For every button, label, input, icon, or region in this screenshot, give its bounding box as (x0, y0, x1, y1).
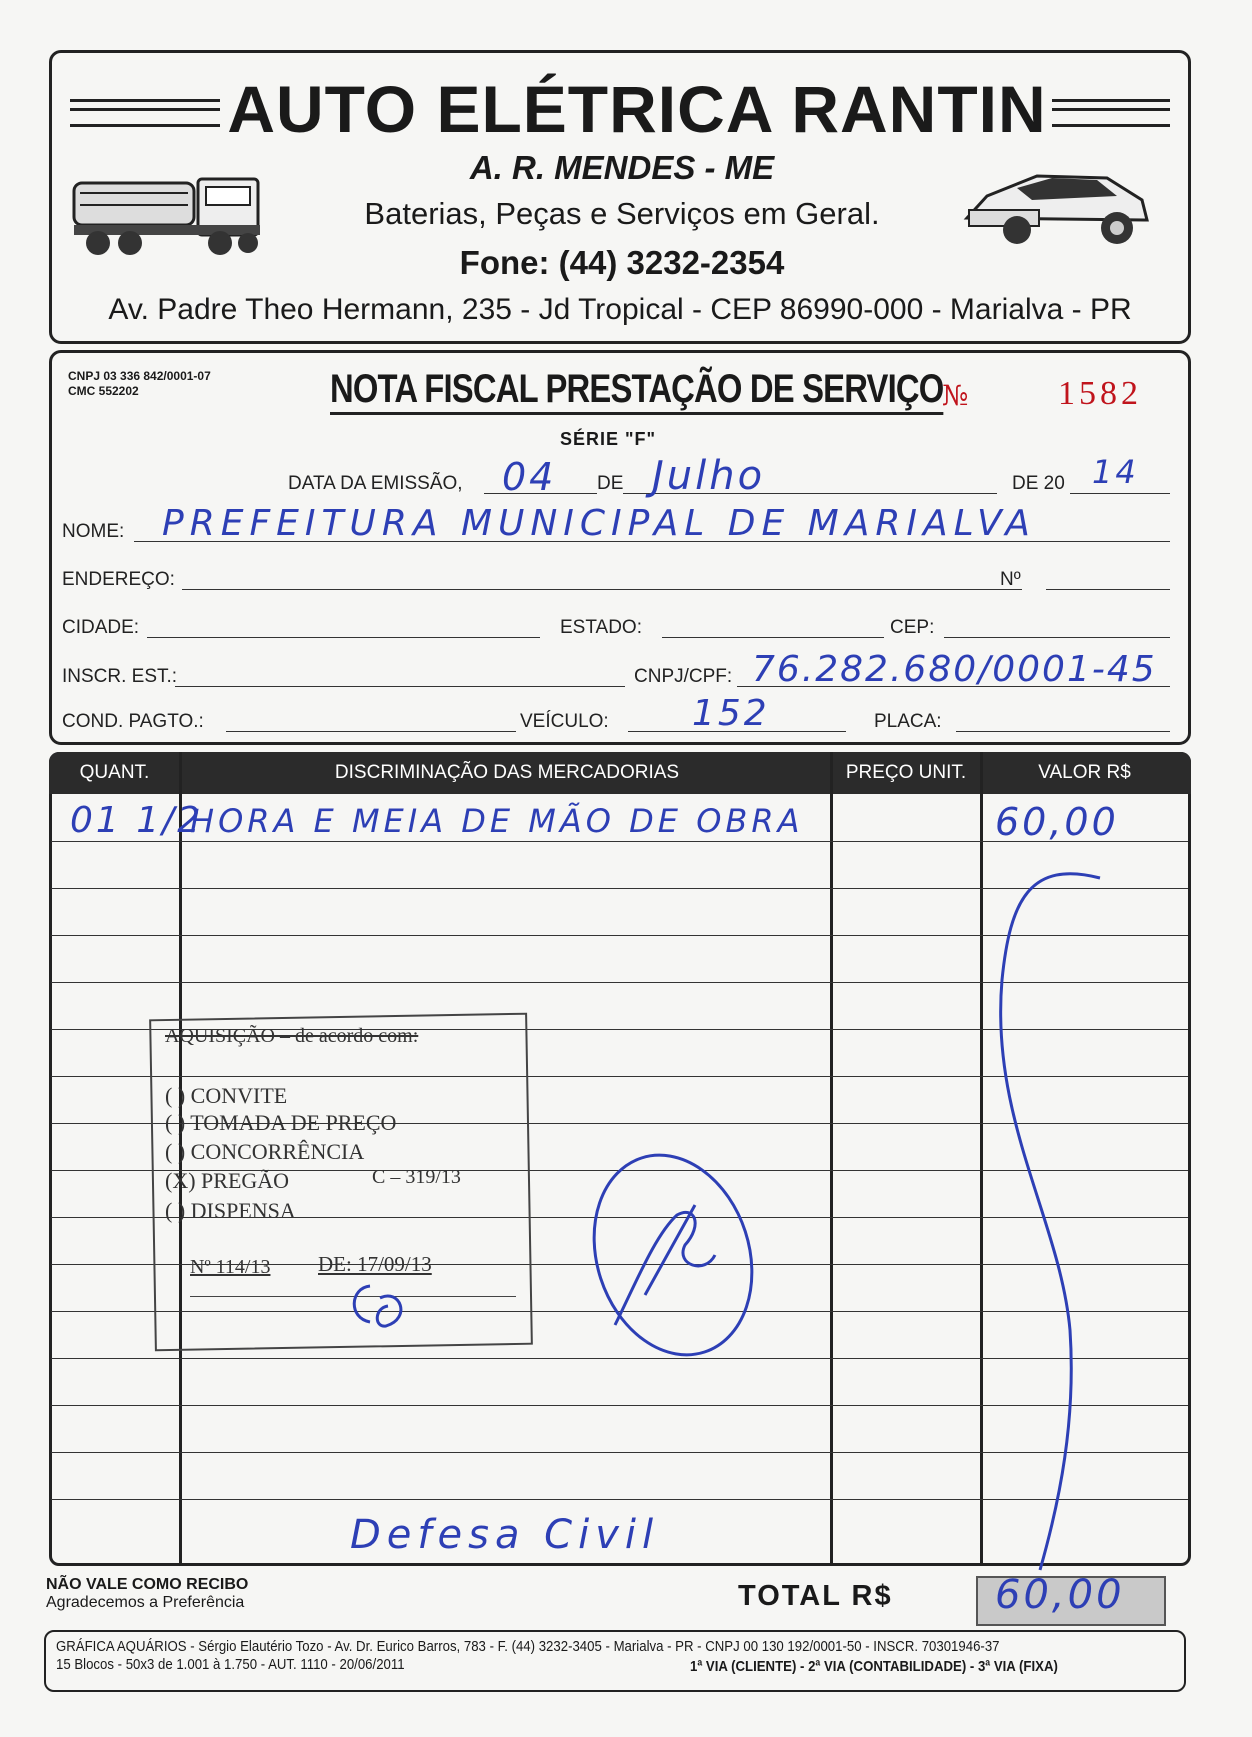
date-year-value: 14 (1092, 453, 1139, 491)
printer-line-1: GRÁFICA AQUÁRIOS - Sérgio Elautério Tozo - Av. Dr. Eurico Barros, 783 - F. (44) 3232-3405 - Marialva - PR - CNPJ 00 130 192/0001-50 - INSCR. 70301946-37 (56, 1638, 1000, 1655)
nome-value: PREFEITURA MUNICIPAL DE MARIALVA (162, 503, 1036, 544)
row-1-value: 60,00 (995, 800, 1119, 844)
veiculo-label: VEÍCULO: (520, 711, 609, 732)
handwritten-note: Defesa Civil (350, 1512, 660, 1558)
stamp-data: DE: 17/09/13 (318, 1252, 432, 1276)
invoice-number-label: № (942, 379, 969, 412)
thanks-notice: Agradecemos a Preferência (46, 1594, 245, 1611)
stamp-option-convite: ( ) CONVITE (165, 1083, 288, 1108)
de-label: DE (597, 473, 624, 494)
date-year-field[interactable] (1070, 493, 1170, 494)
year-label: DE 20 (1012, 473, 1065, 494)
total-value: 60,00 (995, 1572, 1125, 1618)
row-1-desc: HORA E MEIA DE MÃO DE OBRA (190, 802, 804, 840)
placa-label: PLACA: (874, 711, 942, 732)
endereco-label: ENDEREÇO: (62, 569, 175, 590)
address: Av. Padre Theo Hermann, 235 - Jd Tropical - CEP 86990-000 - Marialva - PR (108, 293, 1132, 326)
header-unit-price: PREÇO UNIT. (845, 762, 967, 783)
cidade-field[interactable] (147, 637, 540, 638)
row-1-quant: 01 1/2 (70, 800, 204, 841)
initials-signature (340, 1278, 420, 1334)
cidade-label: CIDADE: (62, 617, 140, 638)
not-receipt-notice: NÃO VALE COMO RECIBO (46, 1576, 249, 1593)
numero-field[interactable] (1046, 589, 1170, 590)
company-header (49, 50, 1191, 344)
header-value: VALOR R$ (1038, 762, 1131, 783)
cond-pagto-label: COND. PAGTO.: (62, 711, 204, 732)
estado-field[interactable] (662, 637, 884, 638)
printer-line-2: 15 Blocos - 50x3 de 1.001 à 1.750 - AUT. 1110 - 20/06/2011 (56, 1656, 405, 1673)
cnpjcpf-label: CNPJ/CPF: (634, 666, 733, 687)
cnpj-issuer: CNPJ 03 336 842/0001-07 (68, 369, 211, 383)
stamp-option-dispensa: ( ) DISPENSA (165, 1198, 296, 1223)
invoice-form (49, 350, 1191, 745)
copies-note: 1ª VIA (CLIENTE) - 2ª VIA (CONTABILIDADE) - 3ª VIA (FIXA) (690, 1658, 1058, 1675)
cnpjcpf-value: 76.282.680/0001-45 (752, 649, 1157, 690)
cep-field[interactable] (944, 637, 1170, 638)
truck-icon (70, 163, 270, 258)
cmc-issuer: CMC 552202 (68, 384, 139, 398)
col-sep-3 (980, 752, 983, 1563)
date-label: DATA DA EMISSÃO, (288, 473, 463, 494)
stamp-heading: AQUISIÇÃO – de acordo com: (165, 1025, 419, 1047)
stamp-option-concorrencia: ( ) CONCORRÊNCIA (165, 1139, 365, 1164)
endereco-field[interactable] (182, 589, 1022, 590)
inscr-est-label: INSCR. EST.: (62, 666, 178, 687)
title-stripes-left (70, 99, 220, 127)
cond-pagto-field[interactable] (226, 731, 516, 732)
cep-label: CEP: (890, 617, 935, 638)
car-icon (957, 148, 1157, 258)
estado-label: ESTADO: (560, 617, 642, 638)
header-desc: DISCRIMINAÇÃO DAS MERCADORIAS (334, 762, 680, 783)
oval-signature (585, 1145, 760, 1370)
date-month-value: Julho (652, 453, 766, 499)
col-sep-2 (830, 752, 833, 1563)
company-name: AUTO ELÉTRICA RANTIN (227, 72, 1047, 146)
placa-field[interactable] (956, 731, 1170, 732)
inscr-est-field[interactable] (175, 686, 625, 687)
total-label: TOTAL R$ (738, 1580, 893, 1612)
stamp-option-tomada: ( ) TOMADA DE PREÇO (165, 1110, 397, 1135)
owner-name: A. R. MENDES - ME (469, 149, 775, 186)
stamp-pregao-ref: C – 319/13 (372, 1166, 461, 1188)
date-day-value: 04 (502, 455, 557, 499)
nome-label: NOME: (62, 521, 125, 542)
veiculo-value: 152 (692, 693, 770, 734)
header-quant: QUANT. (79, 762, 150, 783)
stamp-numero: Nº 114/13 (190, 1256, 271, 1278)
invoice-serie: SÉRIE "F" (560, 429, 657, 449)
invoice-title: NOTA FISCAL PRESTAÇÃO DE SERVIÇO (330, 367, 943, 415)
title-stripes-right (1052, 99, 1170, 127)
tagline: Baterias, Peças e Serviços em Geral. (364, 196, 880, 231)
invoice-number: 1582 (1058, 375, 1142, 412)
stamp-option-pregao: (X) PREGÃO (165, 1168, 290, 1193)
phone: Fone: (44) 3232-2354 (459, 244, 785, 281)
numero-label: Nº (1000, 569, 1021, 590)
void-line-mark (990, 860, 1110, 1580)
